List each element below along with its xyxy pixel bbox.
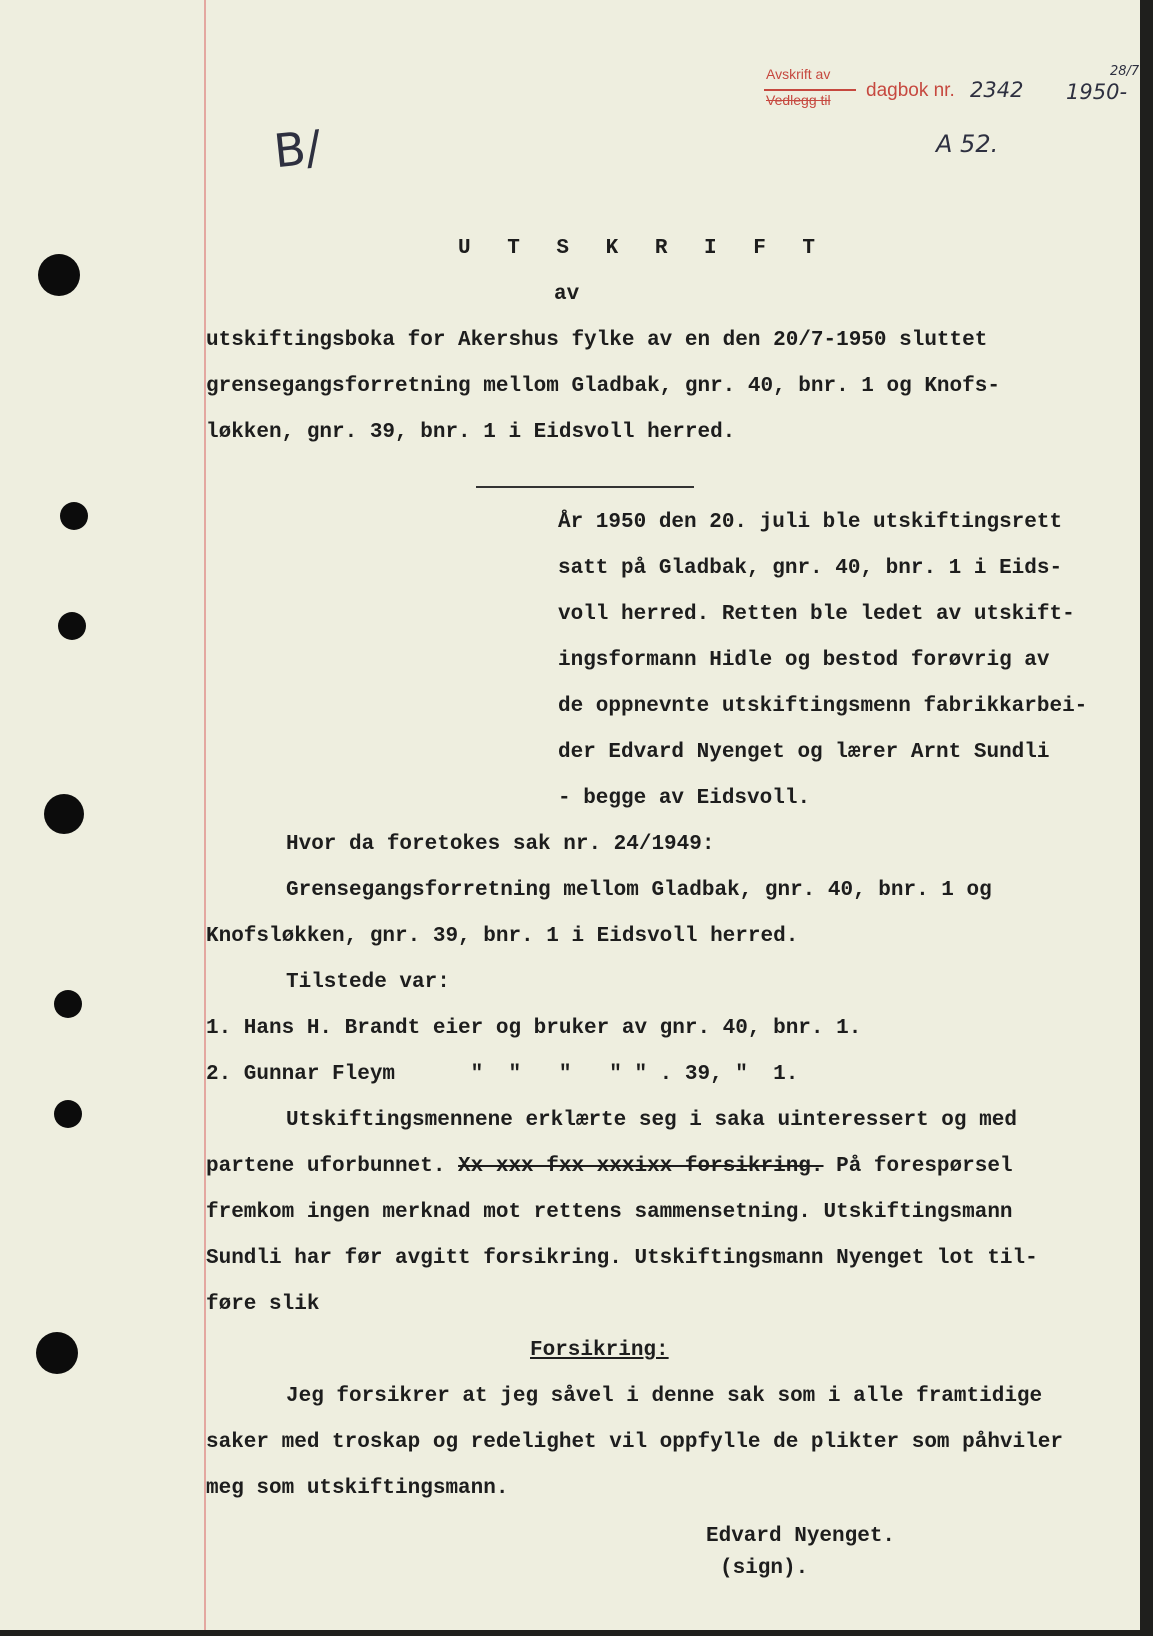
- signature-name: Edvard Nyenget.: [706, 1525, 896, 1548]
- intro-line: grensegangsforretning mellom Gladbak, gnr. 40, bnr. 1 og Knofs-: [206, 375, 1000, 398]
- stamp-journal-label: dagbok nr.: [866, 80, 955, 101]
- statement-text: På forespørsel: [823, 1155, 1013, 1178]
- oath-line: saker med troskap og redelighet vil oppfylle de plikter som påhviler: [206, 1431, 1063, 1454]
- journal-year: 1950-: [1066, 80, 1128, 104]
- present-item: 2. Gunnar Fleym " " " " " . 39, " 1.: [206, 1063, 799, 1086]
- statement-text: partene uforbunnet.: [206, 1155, 459, 1178]
- handwritten-mark: B/: [271, 119, 324, 179]
- intro-line: utskiftingsboka for Akershus fylke av en den 20/7-1950 sluttet: [206, 329, 988, 352]
- document-title: U T S K R I F T: [458, 237, 828, 260]
- court-line: ingsformann Hidle og bestod forøvrig av: [558, 649, 1050, 672]
- punch-hole: [44, 794, 84, 834]
- margin-rule: [204, 0, 206, 1630]
- case-line: Knofsløkken, gnr. 39, bnr. 1 i Eidsvoll herred.: [206, 925, 799, 948]
- punch-hole: [60, 502, 88, 530]
- court-line: voll herred. Retten ble ledet av utskift-: [558, 603, 1075, 626]
- punch-hole: [54, 1100, 82, 1128]
- archive-reference: A 52.: [936, 130, 999, 158]
- intro-line: løkken, gnr. 39, bnr. 1 i Eidsvoll herred.: [206, 421, 736, 444]
- court-line: År 1950 den 20. juli ble utskiftingsrett: [558, 511, 1063, 534]
- punch-hole: [38, 254, 80, 296]
- oath-line: Jeg forsikrer at jeg såvel i denne sak som i alle framtidige: [286, 1385, 1043, 1408]
- document-subtitle: av: [554, 283, 580, 306]
- present-item: 1. Hans H. Brandt eier og bruker av gnr. 40, bnr. 1.: [206, 1017, 862, 1040]
- court-line: der Edvard Nyenget og lærer Arnt Sundli: [558, 741, 1050, 764]
- journal-number: 2342: [970, 78, 1024, 102]
- punch-hole: [58, 612, 86, 640]
- journal-date: 28/7: [1110, 64, 1140, 79]
- section-rule: [476, 486, 694, 488]
- court-line: satt på Gladbak, gnr. 40, bnr. 1 i Eids-: [558, 557, 1063, 580]
- statement-line: Utskiftingsmennene erklærte seg i saka uinteressert og med: [286, 1109, 1017, 1132]
- punch-hole: [54, 990, 82, 1018]
- statement-line: Sundli har før avgitt forsikring. Utskiftingsmann Nyenget lot til-: [206, 1247, 1038, 1270]
- stamp-label-attachment: Vedlegg til: [766, 92, 831, 108]
- signature-note: (sign).: [720, 1557, 809, 1580]
- oath-line: meg som utskiftingsmann.: [206, 1477, 509, 1500]
- court-line: de oppnevnte utskiftingsmenn fabrikkarbei-: [558, 695, 1088, 718]
- court-line: - begge av Eidsvoll.: [558, 787, 811, 810]
- struck-text: Xx xxx fxx xxxixx forsikring.: [458, 1155, 824, 1178]
- statement-line: [206, 1154, 1013, 1180]
- statement-line: fremkom ingen merknad mot rettens sammensetning. Utskiftingsmann: [206, 1201, 1013, 1224]
- oath-heading: Forsikring:: [530, 1339, 669, 1362]
- case-line: Grensegangsforretning mellom Gladbak, gnr. 40, bnr. 1 og: [286, 879, 992, 902]
- stamp-label-copy: Avskrift av: [766, 66, 831, 82]
- case-intro: Hvor da foretokes sak nr. 24/1949:: [286, 833, 715, 856]
- punch-hole: [36, 1332, 78, 1374]
- stamp-divider: [764, 89, 856, 91]
- statement-line: føre slik: [206, 1293, 320, 1316]
- present-heading: Tilstede var:: [286, 971, 450, 994]
